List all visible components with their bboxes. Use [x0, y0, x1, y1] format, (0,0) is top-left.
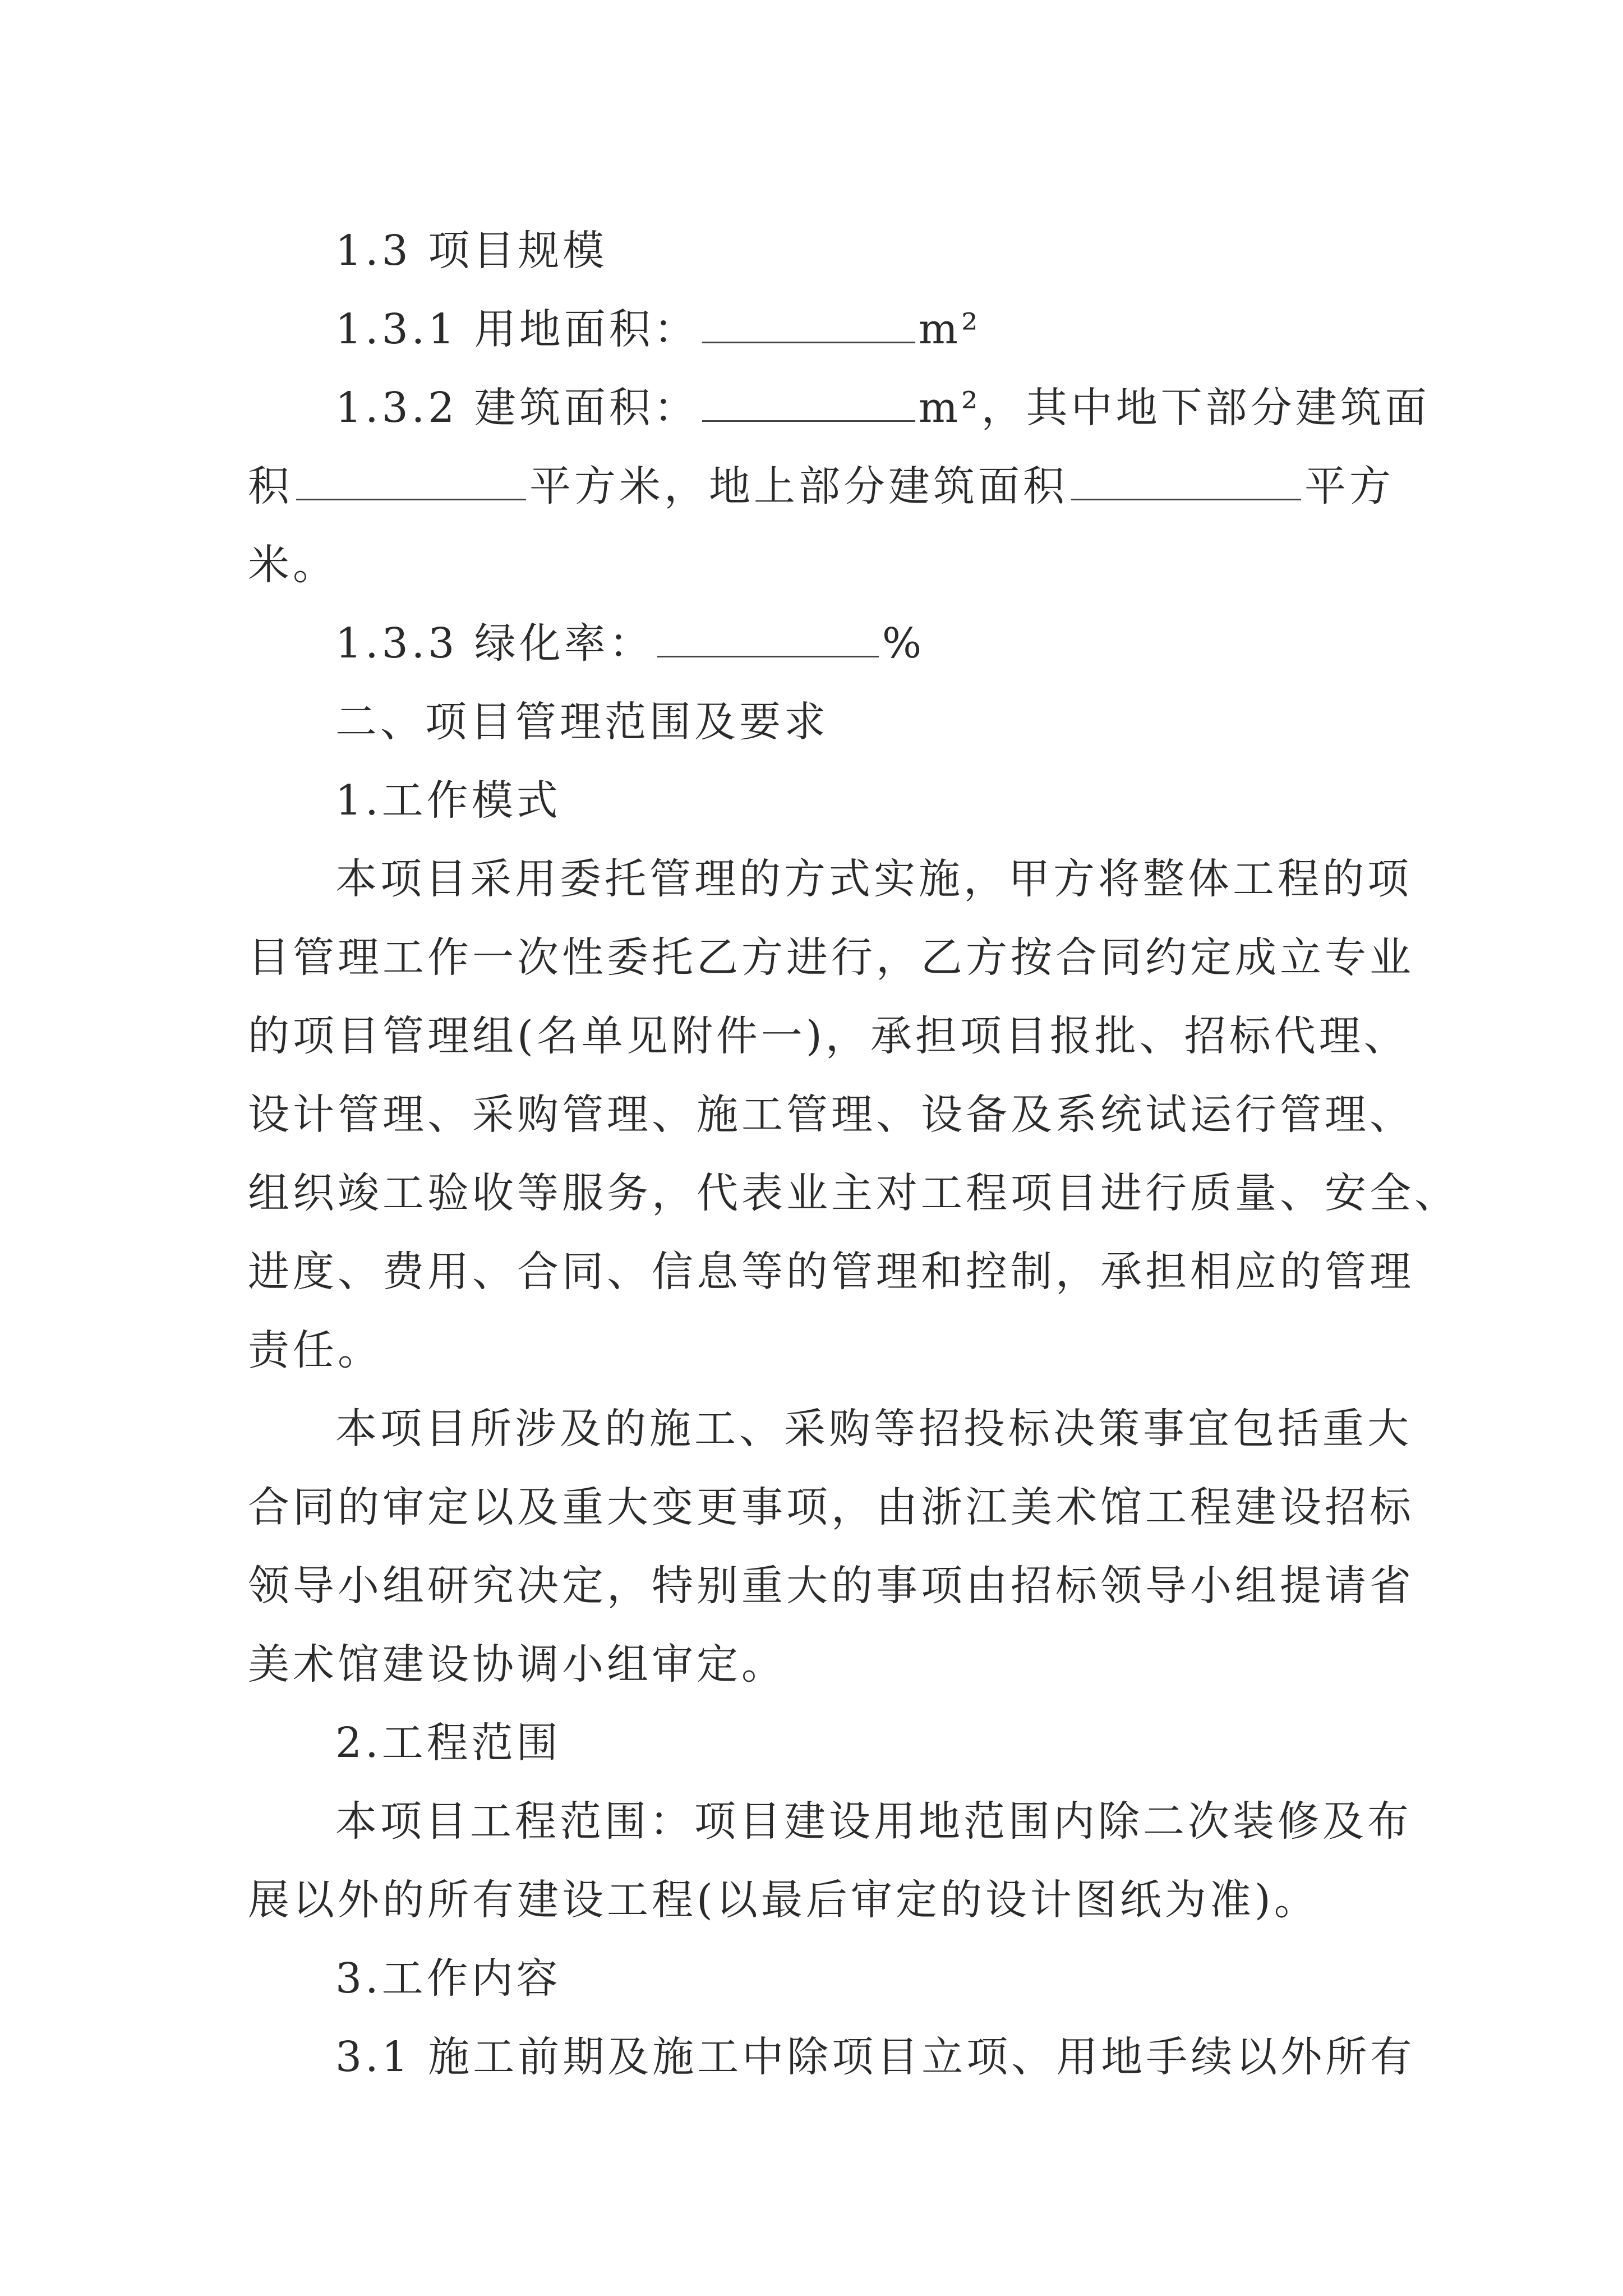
subheading-work-content — [248, 1939, 1386, 2018]
greening-rate-blank[interactable] — [657, 616, 879, 657]
paragraph-line — [248, 1389, 1412, 1468]
section-heading-project-scale — [248, 211, 1386, 290]
document-body — [248, 211, 1459, 2096]
line-text: 展以外的所有建设工程(以最后审定的设计图纸为准)。 — [248, 1876, 1319, 1924]
line-text: 平方米，地上部分建筑面积 — [529, 462, 1068, 510]
paragraph-line — [248, 1861, 1386, 1939]
paragraph-line — [248, 918, 1414, 997]
line-unit: m²，其中地下部分建筑面 — [918, 384, 1430, 432]
line-label: 1.3.2 建筑面积： — [335, 384, 699, 432]
aboveground-area-blank[interactable] — [1071, 459, 1301, 500]
building-area-blank[interactable] — [702, 381, 915, 422]
line-text: 3.工作内容 — [335, 1954, 561, 2003]
line-text: 责任。 — [248, 1326, 382, 1374]
paragraph-line — [248, 526, 1386, 604]
paragraph-line — [248, 1075, 1414, 1154]
line-text: 进度、费用、合同、信息等的管理和控制，承担相应的管理 — [248, 1248, 1414, 1296]
line-text: 本项目采用委托管理的方式实施，甲方将整体工程的项 — [335, 855, 1412, 903]
line-text: 本项目工程范围：项目建设用地范围内除二次装修及布 — [335, 1797, 1412, 1846]
paragraph-line — [248, 840, 1412, 918]
line-text: 目管理工作一次性委托乙方进行，乙方按合同约定成立专业 — [248, 933, 1414, 982]
line-text: 3.1 施工前期及施工中除项目立项、用地手续以外所有 — [335, 2033, 1415, 2081]
subheading-engineering-scope — [248, 1704, 1386, 1782]
building-area-line — [248, 369, 1430, 447]
line-unit: 平方 — [1304, 462, 1394, 510]
line-label: 1.3.1 用地面积： — [335, 305, 699, 353]
line-unit: % — [882, 619, 925, 668]
line-text: 美术馆建设协调小组审定。 — [248, 1640, 786, 1688]
line-text: 1.3 项目规模 — [335, 227, 608, 275]
land-area-line — [248, 290, 1386, 369]
line-text: 1.工作模式 — [335, 776, 561, 825]
paragraph-line — [248, 1625, 1386, 1704]
line-text: 本项目所涉及的施工、采购等招投标决策事宜包括重大 — [335, 1405, 1412, 1453]
paragraph-line — [248, 1468, 1414, 1547]
paragraph-line — [248, 1154, 1459, 1232]
line-label: 1.3.3 绿化率： — [335, 619, 654, 668]
line-text: 设计管理、采购管理、施工管理、设备及系统试运行管理、 — [248, 1091, 1414, 1139]
paragraph-line — [248, 1547, 1414, 1625]
paragraph-line — [248, 2018, 1415, 2096]
section-heading-scope — [248, 683, 1386, 761]
line-text: 二、项目管理范围及要求 — [335, 698, 829, 746]
paragraph-line — [248, 1232, 1414, 1311]
paragraph-line — [248, 997, 1409, 1075]
line-text: 领导小组研究决定，特别重大的事项由招标领导小组提请省 — [248, 1562, 1414, 1610]
line-text: 米。 — [248, 541, 338, 589]
line-text: 的项目管理组(名单见附件一)，承担项目报批、招标代理、 — [248, 1012, 1409, 1060]
line-label: 积 — [248, 462, 293, 510]
line-text: 组织竣工验收等服务，代表业主对工程项目进行质量、安全、 — [248, 1169, 1459, 1217]
line-text: 合同的审定以及重大变更事项，由浙江美术馆工程建设招标 — [248, 1483, 1414, 1531]
land-area-blank[interactable] — [702, 302, 915, 343]
line-text: 2.工程范围 — [335, 1719, 561, 1767]
greening-rate-line — [248, 604, 1386, 683]
paragraph-line — [248, 1311, 1386, 1389]
underground-area-blank[interactable] — [296, 459, 526, 500]
line-unit: m² — [918, 305, 981, 353]
underground-area-line — [248, 447, 1394, 526]
paragraph-line — [248, 1782, 1412, 1861]
subheading-work-mode — [248, 761, 1386, 840]
